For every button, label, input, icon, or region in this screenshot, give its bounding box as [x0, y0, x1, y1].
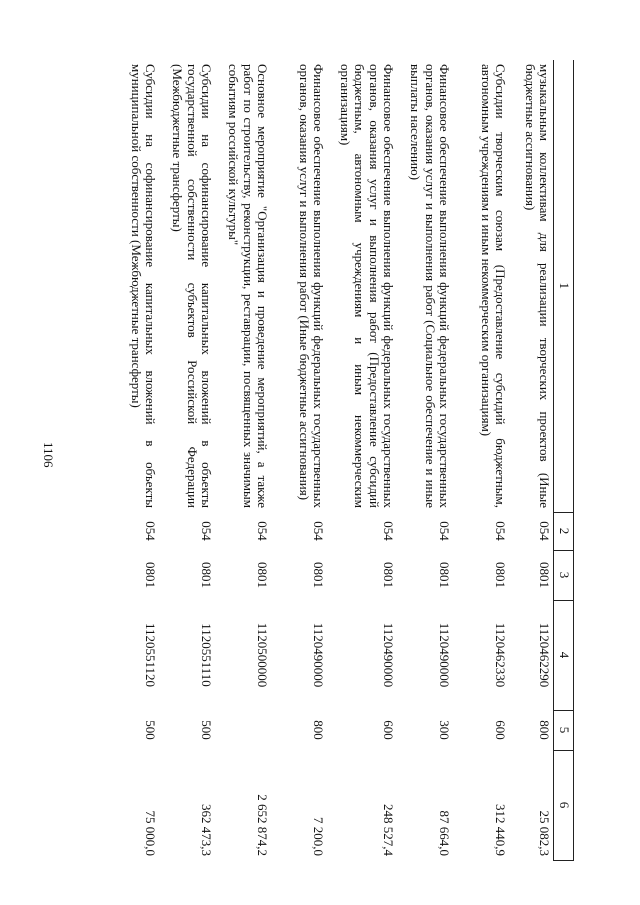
- header-row: [554, 60, 574, 860]
- row-description: Финансовое обеспечение выполнения функций федеральных государственных органов, оказания услуг и выполнения работ (Предоставление субсидий бюджетным, автономным учреждениям и иным некоммерческим организациям): [338, 64, 397, 508]
- row-amount: 87 664,0: [437, 810, 453, 856]
- row-section-code: 0801: [537, 562, 553, 588]
- budget-table: [104, 60, 575, 861]
- row-target-code: 1120551120: [143, 622, 159, 688]
- row-description: Субсидии на софинансирование капитальных вложений в объекты муниципальной собственности (Межбюджетные трансферты): [129, 64, 159, 508]
- row-ministry-code: 054: [537, 521, 553, 541]
- row-description: Субсидии на софинансирование капитальных вложений в объекты государственной собственности субъектов Российской Федерации (Межбюджетные трансферты): [170, 64, 215, 508]
- row-section-code: 0801: [381, 562, 397, 588]
- row-expense-type: 500: [143, 720, 159, 740]
- row-expense-type: 800: [311, 720, 327, 740]
- table-row: [216, 60, 272, 860]
- row-section-code: 0801: [255, 562, 271, 588]
- row-amount: 7 200,0: [311, 817, 327, 856]
- row-ministry-code: 054: [255, 521, 271, 541]
- row-target-code: 1120490000: [437, 622, 453, 688]
- table-row: [272, 60, 328, 860]
- col-header-4: 4: [554, 600, 574, 710]
- col-header-3: 3: [554, 550, 574, 600]
- row-target-code: 1120462290: [537, 622, 553, 688]
- row-ministry-code: 054: [143, 521, 159, 541]
- row-expense-type: 600: [493, 720, 509, 740]
- page-number: 1106: [41, 442, 56, 468]
- row-ministry-code: 054: [493, 521, 509, 541]
- row-ministry-code: 054: [381, 521, 397, 541]
- col-header-1: 1: [554, 60, 574, 512]
- table-row: [398, 60, 454, 860]
- row-section-code: 0801: [493, 562, 509, 588]
- row-target-code: 1120551110: [199, 623, 215, 687]
- row-description: Основное мероприятие "Организация и проведение мероприятий, а также работ по строительству, реконструкции, реставрации, посвященных значимым событиям российской культуры": [226, 64, 271, 508]
- row-expense-type: 800: [537, 720, 553, 740]
- row-amount: 2 652 874,2: [255, 794, 271, 856]
- table-row: [104, 60, 160, 860]
- row-target-code: 1120490000: [381, 622, 397, 688]
- row-target-code: 1120462330: [493, 622, 509, 688]
- row-amount: 75 000,0: [143, 810, 159, 856]
- row-section-code: 0801: [199, 562, 215, 588]
- table-row: [510, 60, 555, 860]
- row-ministry-code: 054: [437, 521, 453, 541]
- row-expense-type: 500: [199, 720, 215, 740]
- row-expense-type: 600: [381, 720, 397, 740]
- row-section-code: 0801: [143, 562, 159, 588]
- col-header-2: 2: [554, 512, 574, 550]
- row-target-code: 1120490000: [311, 622, 327, 688]
- row-amount: 362 473,3: [199, 804, 215, 856]
- row-section-code: 0801: [437, 562, 453, 588]
- row-ministry-code: 054: [311, 521, 327, 541]
- row-amount: 312 440,9: [493, 804, 509, 856]
- row-description: Финансовое обеспечение выполнения функций федеральных государственных органов, оказания услуг и выполнения работ (Социальное обеспечение и иные выплаты населению): [408, 64, 453, 508]
- table-row: [454, 60, 510, 860]
- row-expense-type: [216, 710, 272, 750]
- row-description: Финансовое обеспечение выполнения функций федеральных государственных органов, оказания услуг и выполнения работ (Иные бюджетные ассигнования): [297, 64, 327, 508]
- row-expense-type: 300: [437, 720, 453, 740]
- table-row: [160, 60, 216, 860]
- row-section-code: 0801: [311, 562, 327, 588]
- row-description: Субсидии творческим союзам (Предоставление субсидий бюджетным, автономным учреждениям и иным некоммерческим организациям): [479, 64, 509, 508]
- row-ministry-code: 054: [199, 521, 215, 541]
- row-target-code: 1120500000: [255, 622, 271, 688]
- row-description: музыкальным коллективам для реализации творческих проектов (Иные бюджетные ассигнования): [523, 64, 553, 508]
- budget-table-container: [84, 60, 574, 860]
- table-row: [328, 60, 398, 860]
- col-header-6: 6: [554, 750, 574, 860]
- row-amount: 25 082,3: [537, 810, 553, 856]
- row-amount: 248 527,4: [381, 804, 397, 856]
- col-header-5: 5: [554, 710, 574, 750]
